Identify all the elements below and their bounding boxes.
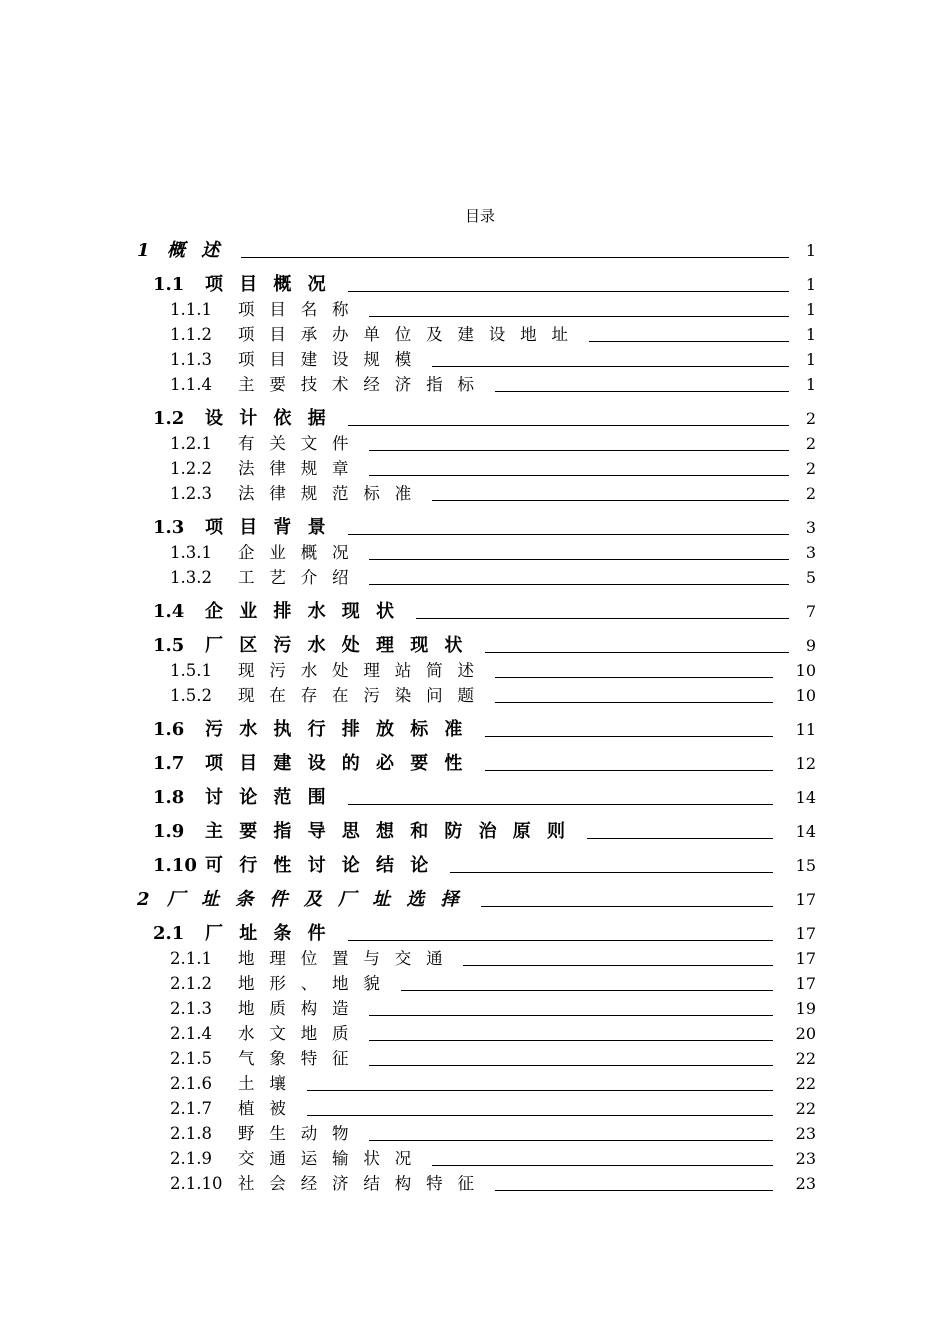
toc-entry[interactable]	[0, 540, 950, 565]
toc-entry-label	[153, 272, 342, 297]
toc-entry-label	[170, 297, 363, 322]
toc-entry-number: 2.1.2	[170, 974, 212, 993]
toc-entry[interactable]	[0, 717, 950, 742]
toc-entry-text: 厂区污水处理现状	[205, 635, 479, 656]
toc-leader-line	[416, 618, 789, 619]
toc-leader-line	[348, 940, 773, 941]
toc-entry-text: 主要指导思想和防治原则	[205, 821, 582, 842]
toc-leader-line	[432, 500, 789, 501]
toc-entry-text: 项目背景	[205, 517, 342, 538]
toc-entry-number: 1.1.4	[170, 375, 212, 394]
toc-entry[interactable]	[0, 633, 950, 658]
toc-leader-line	[307, 1090, 773, 1091]
toc-entry-label	[170, 481, 426, 506]
toc-entry-text: 植被	[238, 1099, 301, 1118]
toc-page-number: 1	[805, 375, 816, 394]
toc-leader-line	[589, 341, 789, 342]
toc-entry[interactable]	[0, 819, 950, 844]
toc-page-number: 10	[795, 686, 816, 705]
toc-entry[interactable]	[0, 996, 950, 1021]
toc-entry[interactable]	[0, 1071, 950, 1096]
toc-entry-number: 2.1.8	[170, 1124, 212, 1143]
toc-page-number: 2	[805, 484, 816, 503]
toc-entry-text: 厂址条件	[205, 923, 342, 944]
toc-page-number: 1	[805, 350, 816, 369]
toc-leader-line	[348, 425, 789, 426]
toc-entry-label	[170, 1021, 363, 1046]
table-of-contents	[0, 238, 950, 1196]
toc-entry[interactable]	[0, 683, 950, 708]
toc-entry[interactable]	[0, 971, 950, 996]
toc-entry-number: 1.3.2	[170, 568, 212, 587]
toc-leader-line	[307, 1115, 773, 1116]
toc-entry-label	[153, 819, 581, 844]
toc-page-number: 22	[795, 1099, 816, 1118]
toc-page-number: 7	[805, 602, 816, 621]
toc-entry[interactable]	[0, 238, 950, 263]
toc-page-number: 17	[795, 949, 816, 968]
toc-page-number: 17	[795, 890, 816, 909]
toc-entry-label	[170, 658, 489, 683]
toc-entry-number: 1.3.1	[170, 543, 212, 562]
toc-entry-number: 1.6	[153, 719, 185, 740]
toc-entry-label	[170, 683, 489, 708]
toc-leader-line	[369, 1040, 773, 1041]
toc-entry-label	[170, 540, 363, 565]
toc-leader-line	[485, 652, 789, 653]
toc-entry-label	[170, 347, 426, 372]
toc-entry-text: 项目建设规模	[238, 350, 427, 369]
toc-entry-number: 2.1.6	[170, 1074, 212, 1093]
toc-entry-text: 企业概况	[238, 543, 364, 562]
toc-page-number: 5	[805, 568, 816, 587]
toc-entry-number: 2.1	[153, 923, 185, 944]
toc-entry-number: 1.1	[153, 274, 185, 295]
toc-entry-label	[170, 1146, 426, 1171]
toc-entry-label	[170, 996, 363, 1021]
toc-entry-label	[170, 1071, 301, 1096]
toc-entry[interactable]	[0, 372, 950, 397]
toc-entry-text: 可行性讨论结论	[205, 855, 445, 876]
toc-entry-number: 1.5.2	[170, 686, 212, 705]
toc-entry-text: 有关文件	[238, 434, 364, 453]
toc-page-number: 1	[805, 300, 816, 319]
toc-entry-text: 法律规章	[238, 459, 364, 478]
toc-entry-text: 社会经济结构特征	[238, 1174, 489, 1193]
toc-entry[interactable]	[0, 347, 950, 372]
toc-entry-text: 土壤	[238, 1074, 301, 1093]
toc-entry-text: 污水执行排放标准	[205, 719, 479, 740]
toc-leader-line	[369, 1140, 773, 1141]
toc-entry-label	[170, 431, 363, 456]
toc-entry[interactable]	[0, 599, 950, 624]
toc-entry-text: 法律规范标准	[238, 484, 427, 503]
toc-leader-line	[495, 1190, 773, 1191]
toc-entry-label	[170, 1046, 363, 1071]
toc-entry-text: 项目建设的必要性	[205, 753, 479, 774]
toc-entry-number: 1.2.1	[170, 434, 212, 453]
toc-page-number: 19	[795, 999, 816, 1018]
toc-entry-number: 1.9	[153, 821, 185, 842]
toc-leader-line	[481, 906, 773, 907]
toc-entry-number: 1.2	[153, 408, 185, 429]
toc-entry[interactable]	[0, 853, 950, 878]
toc-entry[interactable]	[0, 565, 950, 590]
toc-page-number: 17	[795, 974, 816, 993]
toc-entry[interactable]	[0, 406, 950, 431]
toc-leader-line	[369, 316, 789, 317]
toc-entry[interactable]	[0, 946, 950, 971]
toc-entry[interactable]	[0, 887, 950, 912]
toc-leader-line	[463, 965, 773, 966]
toc-entry-text: 现在存在污染问题	[238, 686, 489, 705]
toc-entry-number: 1.1.2	[170, 325, 212, 344]
toc-entry-number: 1.2.3	[170, 484, 212, 503]
toc-page-number: 15	[795, 856, 816, 875]
toc-entry-number: 1.1.3	[170, 350, 212, 369]
toc-entry[interactable]	[0, 1046, 950, 1071]
toc-page-number: 2	[805, 409, 816, 428]
toc-leader-line	[432, 366, 789, 367]
toc-page-number: 17	[795, 924, 816, 943]
toc-entry[interactable]	[0, 1171, 950, 1196]
toc-entry-text: 地形、地貌	[238, 974, 395, 993]
toc-entry-label	[137, 887, 475, 912]
toc-entry-number: 1.1.1	[170, 300, 212, 319]
toc-entry-label	[153, 853, 444, 878]
toc-entry-number: 1.7	[153, 753, 185, 774]
toc-leader-line	[369, 1015, 773, 1016]
toc-page-number: 20	[795, 1024, 816, 1043]
toc-entry-label	[170, 1121, 363, 1146]
toc-entry-label	[153, 633, 479, 658]
toc-leader-line	[485, 770, 773, 771]
toc-entry[interactable]	[0, 751, 950, 776]
toc-entry-label	[170, 946, 457, 971]
toc-entry[interactable]	[0, 1021, 950, 1046]
toc-entry-text: 工艺介绍	[238, 568, 364, 587]
toc-entry-text: 主要技术经济指标	[238, 375, 489, 394]
toc-page-number: 10	[795, 661, 816, 680]
toc-page-number: 22	[795, 1049, 816, 1068]
toc-page-number: 2	[805, 434, 816, 453]
toc-entry-number: 1.10	[153, 855, 197, 876]
toc-page-number: 23	[795, 1174, 816, 1193]
toc-entry-number: 1.4	[153, 601, 185, 622]
toc-entry-label	[170, 1096, 301, 1121]
toc-entry-text: 地理位置与交通	[238, 949, 458, 968]
toc-leader-line	[450, 872, 773, 873]
toc-entry-text: 讨论范围	[205, 787, 342, 808]
toc-page-number: 1	[805, 325, 816, 344]
toc-entry-label	[137, 238, 235, 263]
toc-leader-line	[495, 677, 773, 678]
toc-entry[interactable]	[0, 658, 950, 683]
toc-entry[interactable]	[0, 1146, 950, 1171]
toc-entry[interactable]	[0, 297, 950, 322]
toc-entry-number: 1.5	[153, 635, 185, 656]
toc-entry-label	[170, 565, 363, 590]
toc-entry-text: 企业排水现状	[205, 601, 411, 622]
toc-page-number: 3	[805, 518, 816, 537]
toc-leader-line	[587, 838, 773, 839]
toc-page-number: 11	[795, 720, 816, 739]
toc-entry[interactable]	[0, 1096, 950, 1121]
toc-entry-number: 1.2.2	[170, 459, 212, 478]
toc-page-number: 12	[795, 754, 816, 773]
toc-entry-text: 概述	[167, 240, 236, 261]
toc-entry-number: 2.1.7	[170, 1099, 212, 1118]
toc-entry[interactable]	[0, 785, 950, 810]
toc-leader-line	[369, 559, 789, 560]
toc-entry-label	[153, 406, 342, 431]
toc-entry-number: 1.5.1	[170, 661, 212, 680]
toc-leader-line	[348, 804, 773, 805]
toc-entry-number: 2.1.3	[170, 999, 212, 1018]
toc-page-number: 14	[795, 788, 816, 807]
toc-title: 目录	[464, 207, 495, 225]
toc-entry[interactable]	[0, 272, 950, 297]
toc-entry-number: 2.1.1	[170, 949, 212, 968]
toc-entry-number: 1	[137, 240, 150, 261]
toc-entry-number: 2.1.4	[170, 1024, 212, 1043]
toc-page-number: 23	[795, 1149, 816, 1168]
toc-page-number: 1	[805, 275, 816, 294]
toc-entry-label	[170, 1171, 489, 1196]
toc-leader-line	[495, 391, 789, 392]
toc-page-number: 2	[805, 459, 816, 478]
toc-leader-line	[485, 736, 773, 737]
toc-entry-text: 交通运输状况	[238, 1149, 427, 1168]
toc-entry-text: 厂址条件及厂址选择	[167, 889, 475, 910]
toc-entry-label	[170, 322, 583, 347]
toc-entry[interactable]	[0, 1121, 950, 1146]
toc-page-number: 1	[805, 241, 816, 260]
toc-leader-line	[369, 1065, 773, 1066]
toc-leader-line	[495, 702, 773, 703]
toc-entry-label	[153, 515, 342, 540]
toc-entry-number: 2.1.5	[170, 1049, 212, 1068]
toc-leader-line	[369, 450, 789, 451]
toc-page-number: 3	[805, 543, 816, 562]
toc-leader-line	[348, 534, 789, 535]
toc-leader-line	[241, 257, 789, 258]
toc-entry[interactable]	[0, 515, 950, 540]
toc-entry-text: 现污水处理站简述	[238, 661, 489, 680]
toc-entry-text: 气象特征	[238, 1049, 364, 1068]
toc-entry-label	[153, 921, 342, 946]
toc-entry-number: 2	[137, 889, 150, 910]
toc-leader-line	[432, 1165, 773, 1166]
toc-entry-number: 2.1.9	[170, 1149, 212, 1168]
toc-entry[interactable]	[0, 431, 950, 456]
toc-entry[interactable]	[0, 921, 950, 946]
toc-entry-label	[153, 599, 410, 624]
toc-entry[interactable]	[0, 481, 950, 506]
toc-entry-text: 设计依据	[205, 408, 342, 429]
toc-entry[interactable]	[0, 456, 950, 481]
toc-page-number: 23	[795, 1124, 816, 1143]
toc-entry-label	[153, 785, 342, 810]
toc-leader-line	[369, 475, 789, 476]
toc-entry-label	[153, 717, 479, 742]
toc-entry-label	[170, 456, 363, 481]
toc-leader-line	[369, 584, 789, 585]
toc-entry-text: 项目承办单位及建设地址	[238, 325, 583, 344]
toc-entry-text: 水文地质	[238, 1024, 364, 1043]
toc-leader-line	[348, 291, 789, 292]
toc-entry-text: 项目概况	[205, 274, 342, 295]
toc-entry-text: 项目名称	[238, 300, 364, 319]
toc-page-number: 14	[795, 822, 816, 841]
toc-page-number: 22	[795, 1074, 816, 1093]
toc-entry-label	[170, 971, 395, 996]
toc-leader-line	[401, 990, 773, 991]
toc-entry-label	[153, 751, 479, 776]
toc-entry-label	[170, 372, 489, 397]
toc-entry-text: 地质构造	[238, 999, 364, 1018]
toc-entry-number: 2.1.10	[170, 1174, 223, 1193]
toc-page-number: 9	[805, 636, 816, 655]
toc-entry[interactable]	[0, 322, 950, 347]
toc-entry-number: 1.3	[153, 517, 185, 538]
toc-entry-number: 1.8	[153, 787, 185, 808]
toc-entry-text: 野生动物	[238, 1124, 364, 1143]
